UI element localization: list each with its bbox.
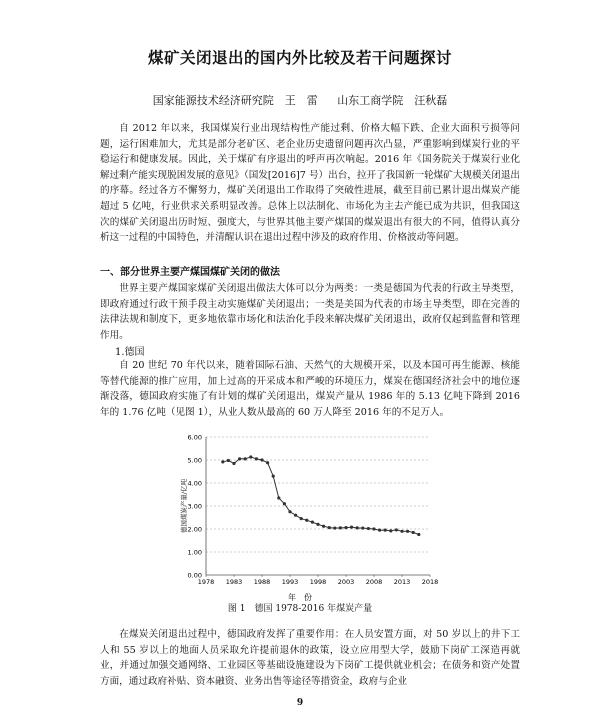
data-point	[232, 462, 235, 465]
data-point	[249, 455, 252, 458]
germany-paragraph: 自 20 世纪 70 年代以来，随着国际石油、天然气的大规模开采，以及本国可再生能源、核能等替代能源的推广应用，加上过高的开采成本和严峻的环境压力，煤炭在德国经济社会中的地位逐渐没落，德国政府实施了有计划的煤矿关闭退出，煤炭产量从 1986 年的 5.13 亿吨下降到 2016 年的 1.76 亿吨（见图 1），从业人数从最高的 60 万人降至 2016 年的不足万人。	[100, 360, 520, 418]
data-point	[328, 526, 331, 529]
paper-title: 煤矿关闭退出的国内外比较及若干问题探讨	[147, 49, 452, 67]
data-point	[333, 526, 336, 529]
data-point	[372, 527, 375, 530]
y-tick-label: 1.00	[187, 548, 202, 557]
data-point	[384, 529, 387, 532]
data-point	[356, 526, 359, 529]
page-number: 9	[296, 698, 304, 708]
author-1: 国家能源技术经济研究院 王 雷	[152, 94, 318, 107]
x-tick-label: 2003	[337, 578, 355, 586]
x-tick-label: 1993	[281, 578, 299, 586]
y-tick-label: 3.00	[187, 502, 202, 511]
x-tick-label: 1983	[225, 578, 243, 586]
author-line	[0, 92, 600, 108]
author-2: 山东工商学院 汪秋磊	[337, 94, 448, 107]
data-point	[227, 459, 230, 462]
x-tick-label: 1988	[253, 578, 271, 586]
data-point	[305, 519, 308, 522]
data-point	[412, 531, 415, 534]
data-point	[344, 526, 347, 529]
data-point	[272, 475, 275, 478]
data-point	[238, 457, 241, 460]
y-tick-label: 2.00	[187, 525, 202, 534]
section-1-paragraph: 世界主要产煤国家煤矿关闭退出做法大体可以分为两类：一类是德国为代表的行政主导类型，即政府通过行政干预手段主动实施煤矿关闭退出；一类是美国为代表的市场主导类型，即在完善的法律法规和制度下，更多地依靠市场化和法治化手段来解决煤矿关闭退出，政府仅起到监督和管理作用。	[100, 283, 520, 341]
x-tick-labels	[198, 575, 439, 586]
data-point	[361, 526, 364, 529]
x-tick-label: 2013	[393, 578, 411, 586]
data-point	[221, 460, 224, 463]
data-point	[417, 533, 420, 536]
y-axis-label: 德国煤炭产量/亿吨	[180, 478, 188, 534]
data-point	[300, 517, 303, 520]
data-point	[266, 461, 269, 464]
data-point	[294, 514, 297, 517]
x-axis-label: 年 份	[288, 593, 312, 602]
y-tick-label: 5.00	[187, 456, 202, 465]
data-point	[283, 502, 286, 505]
x-tick-label: 1998	[309, 578, 327, 586]
x-tick-label: 2018	[421, 578, 439, 586]
figure-caption: 图 1 德国 1978-2016 年煤炭产量	[227, 604, 373, 614]
section-1-heading: 一、部分世界主要产煤国煤矿关闭的做法	[100, 267, 280, 278]
y-tick-label: 0.00	[187, 571, 202, 580]
data-point	[288, 510, 291, 513]
x-tick-label: 2008	[365, 578, 383, 586]
data-point	[389, 529, 392, 532]
data-point	[277, 496, 280, 499]
data-point	[322, 525, 325, 528]
data-point	[378, 529, 381, 532]
data-point	[260, 458, 263, 461]
after-figure-paragraph: 在煤炭关闭退出过程中，德国政府发挥了重要作用：在人员安置方面，对 50 岁以上的井下工人和 55 岁以上的地面人员采取允许提前退休的政策，设立应用型大学，鼓励下岗矿工深造再就业，并通过加强交通网络、工业园区等基础设施建设为下岗矿工提供就业机会；在债务和资产处置方面，通过政府补贴、资本融资、业务出售等途径等措资金，政府与企业	[100, 629, 520, 687]
germany-coal-output-chart	[150, 427, 450, 607]
data-point	[244, 457, 247, 460]
x-tick-label: 1978	[197, 578, 215, 586]
data-point	[395, 528, 398, 531]
y-tick-label: 6.00	[187, 433, 202, 442]
data-point	[316, 523, 319, 526]
data-point	[311, 521, 314, 524]
intro-paragraph: 自 2012 年以来，我国煤炭行业出现结构性产能过剩、价格大幅下跌、企业大面积亏损等问题，运行困难加大，尤其是部分老矿区、老企业历史遗留问题再次凸显，严重影响到煤炭行业的平稳运行和健康发展。因此，关于煤矿有序退出的呼声再次响起。2016 年《国务院关于煤炭行业化解过剩产能实现脱困发展的意见》（国发[2016]7 号）出台，拉开了我国新一轮煤矿大规模关闭退出的序幕。经过各方不懈努力，煤矿关闭退出工作取得了突破性进展，截至目前已累计退出煤炭产能超过 5 亿吨，行业供求关系明显改善。总体上以法制化、市场化为主去产能已成为共识，但我国这次的煤矿关闭退出历时短、强度大，与世界其他主要产煤国的煤炭退出有很大的不同，值得认真分析这一过程的中国特色，并清醒认识在退出过程中涉及的政府作用、价格波动等问题。	[100, 123, 521, 244]
data-point	[350, 526, 353, 529]
data-point	[406, 530, 409, 533]
subsection-germany-heading: 1.德国	[115, 347, 145, 358]
data-point	[367, 527, 370, 530]
data-point	[255, 457, 258, 460]
data-point	[400, 530, 403, 533]
data-point	[339, 526, 342, 529]
y-tick-label: 4.00	[187, 479, 202, 488]
